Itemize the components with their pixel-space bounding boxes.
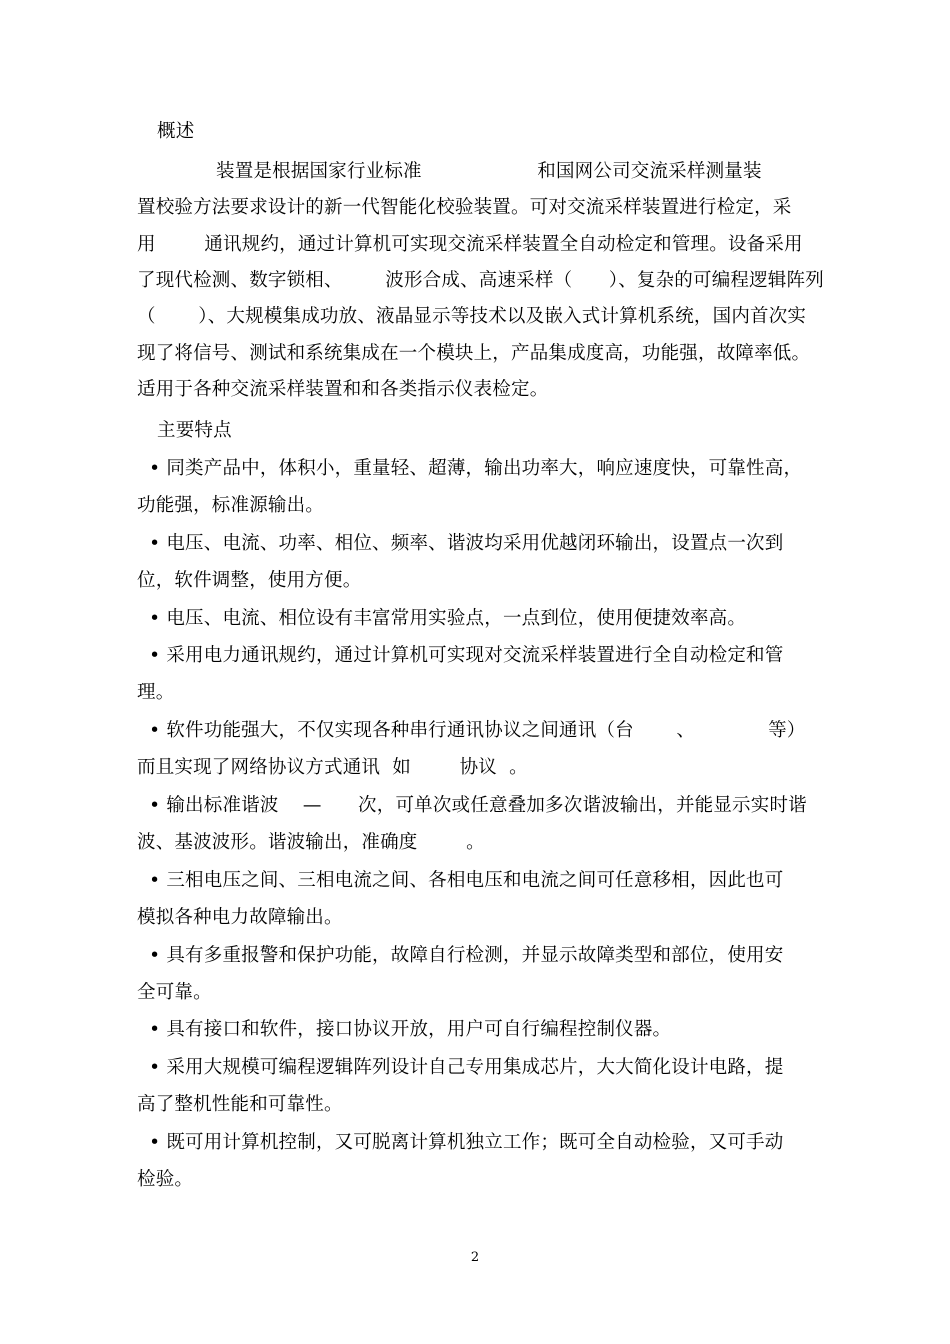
overview-line-2: 置校验方法要求设计的新一代智能化校验装置。可对交流采样装置进行检定，采 [137, 197, 792, 218]
feature-line-7: 理。 [137, 682, 175, 703]
section-heading-features: 主要特点 [157, 420, 232, 441]
overview-line-6: 现了将信号、测试和系统集成在一个模块上，产品集成度高，功能强，故障率低。 [137, 343, 811, 364]
feature-line-9: 而且实现了网络协议方式通讯 如 协议 。 [137, 757, 528, 778]
feature-line-11: 波、基波波形。谐波输出，准确度 。 [137, 832, 485, 853]
feature-line-5: • 电压、电流、相位设有丰富常用实验点，一点到位，使用便捷效率高。 [137, 608, 747, 629]
page-number: 2 [470, 1250, 480, 1265]
feature-line-18: 高了整机性能和可靠性。 [137, 1094, 343, 1115]
feature-line-4: 位，软件调整，使用方便。 [137, 570, 362, 591]
section-heading-overview: 概述 [157, 121, 195, 142]
overview-line-5: （ ）、大规模集成功放、液晶显示等技术以及嵌入式计算机系统，国内首次实 [137, 306, 807, 327]
feature-line-19: • 既可用计算机控制，又可脱离计算机独立工作；既可全自动检验，又可手动 [137, 1132, 784, 1153]
feature-line-12: • 三相电压之间、三相电流之间、各相电压和电流之间可任意移相，因此也可 [137, 870, 784, 891]
overview-line-3: 用 通讯规约，通过计算机可实现交流采样装置全自动检定和管理。设备采用 [137, 234, 803, 255]
feature-line-14: • 具有多重报警和保护功能，故障自行检测，并显示故障类型和部位，使用安 [137, 945, 784, 966]
feature-line-16: • 具有接口和软件，接口协议开放，用户可自行编程控制仪器。 [137, 1019, 672, 1040]
feature-line-10: • 输出标准谐波 — 次，可单次或任意叠加多次谐波输出，并能显示实时谐 [137, 795, 807, 816]
feature-line-3: • 电压、电流、功率、相位、频率、谐波均采用优越闭环输出，设置点一次到 [137, 533, 784, 554]
feature-line-17: • 采用大规模可编程逻辑阵列设计自己专用集成芯片，大大简化设计电路，提 [137, 1057, 784, 1078]
overview-line-4: 了现代检测、数字锁相、 波形合成、高速采样（ ）、复杂的可编程逻辑阵列 [137, 270, 824, 291]
feature-line-20: 检验。 [137, 1169, 194, 1190]
feature-line-8: • 软件功能强大，不仅实现各种串行通讯协议之间通讯（台 、 等） [137, 720, 806, 741]
feature-line-15: 全可靠。 [137, 982, 212, 1003]
overview-line-7: 适用于各种交流采样装置和和各类指示仪表检定。 [137, 379, 549, 400]
feature-line-1: • 同类产品中，体积小，重量轻、超薄，输出功率大，响应速度快，可靠性高， [137, 458, 803, 479]
feature-line-13: 模拟各种电力故障输出。 [137, 907, 343, 928]
feature-line-2: 功能强，标准源输出。 [137, 495, 325, 516]
overview-line-1: 装置是根据国家行业标准 和国网公司交流采样测量装 [137, 161, 762, 182]
feature-line-6: • 采用电力通讯规约，通过计算机可实现对交流采样装置进行全自动检定和管 [137, 645, 784, 666]
